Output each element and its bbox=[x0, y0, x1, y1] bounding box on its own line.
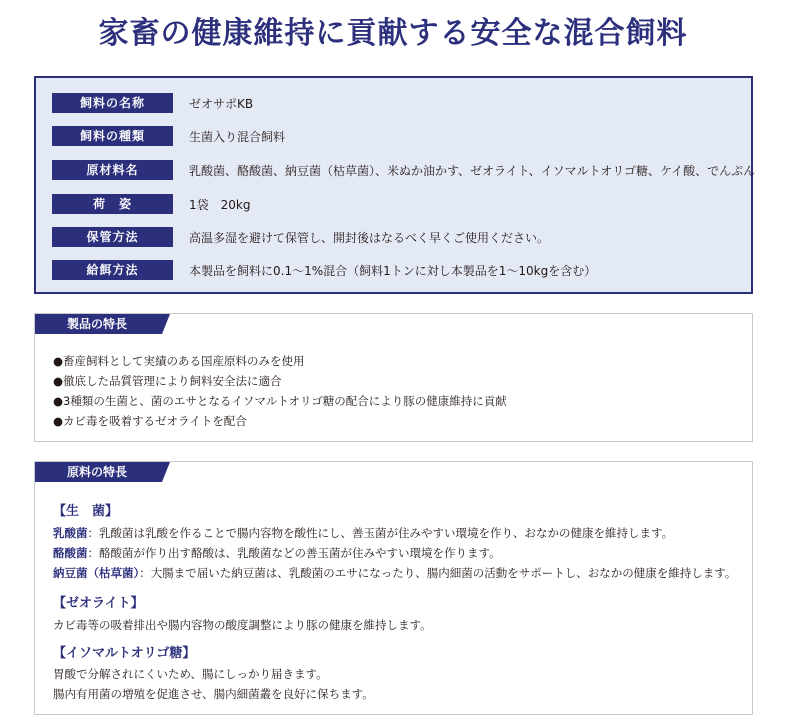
list-item: ●畜産飼料として実績のある国産原料のみを使用 bbox=[53, 354, 305, 368]
probiotic-term: 酪酸菌 bbox=[53, 546, 88, 560]
spec-label-storage: 保管方法 bbox=[52, 227, 173, 247]
list-item: ●カビ毒を吸着するゼオライトを配合 bbox=[53, 414, 247, 428]
spec-value-packaging: 1袋 20kg bbox=[189, 197, 251, 212]
spec-label-ingredients: 原材料名 bbox=[52, 160, 173, 180]
spec-value-storage: 高温多湿を避けて保管し、開封後はなるべく早くご使用ください。 bbox=[189, 230, 550, 245]
heading-tab-corner bbox=[162, 314, 170, 334]
spec-label-type: 飼料の種類 bbox=[52, 126, 173, 146]
spec-label-name: 飼料の名称 bbox=[52, 93, 173, 113]
probiotic-term: 乳酸菌 bbox=[53, 526, 88, 540]
list-item: ●3種類の生菌と、菌のエサとなるイソマルトオリゴ糖の配合により豚の健康維持に貢献 bbox=[53, 394, 507, 408]
material-features-section bbox=[34, 461, 753, 715]
list-item: ●徹底した品質管理により飼料安全法に適合 bbox=[53, 374, 282, 388]
spec-row-name bbox=[52, 93, 253, 113]
spec-row-feeding bbox=[52, 260, 596, 280]
spec-row-packaging bbox=[52, 194, 250, 214]
spec-value-feeding: 本製品を飼料に0.1～1%混合（飼料1トンに対し本製品を1～10kgを含む） bbox=[189, 263, 597, 278]
probiotic-text: ：大腸まで届いた納豆菌は、乳酸菌のエサになったり、腸内細菌の活動をサポートし、おなかの健康を維持します。 bbox=[139, 566, 737, 580]
oligo-text: 胃酸で分解されにくいため、腸にしっかり届きます。 bbox=[53, 667, 328, 681]
oligo-text: 腸内有用菌の増殖を促進させ、腸内細菌叢を良好に保ちます。 bbox=[53, 687, 374, 701]
spec-row-storage bbox=[52, 227, 549, 247]
product-features-heading: 製品の特長 bbox=[35, 314, 162, 334]
spec-row-ingredients bbox=[52, 160, 755, 180]
feature-list bbox=[53, 351, 507, 431]
probiotic-line bbox=[53, 545, 501, 561]
heading-tab-corner bbox=[162, 462, 170, 482]
probiotics-heading: 【生 菌】 bbox=[53, 504, 119, 519]
zeolite-text: カビ毒等の吸着排出や腸内容物の酸度調整により豚の健康を維持します。 bbox=[53, 618, 432, 632]
spec-value-name: ゼオサポKB bbox=[189, 96, 254, 111]
material-features-heading: 原料の特長 bbox=[35, 462, 162, 482]
spec-value-type: 生菌入り混合飼料 bbox=[189, 129, 286, 144]
probiotic-text: ：酪酸菌が作り出す酪酸は、乳酸菌などの善玉菌が住みやすい環境を作ります。 bbox=[87, 546, 501, 560]
product-features-section bbox=[34, 313, 753, 442]
page-title: 家畜の健康維持に貢献する安全な混合飼料 bbox=[98, 16, 688, 51]
zeolite-heading: 【ゼオライト】 bbox=[53, 596, 144, 611]
probiotic-line bbox=[53, 565, 736, 581]
spec-label-packaging: 荷 姿 bbox=[52, 194, 173, 214]
probiotic-text: ：乳酸菌は乳酸を作ることで腸内容物を酸性にし、善玉菌が住みやすい環境を作り、おなかの健康を維持します。 bbox=[87, 526, 674, 540]
spec-value-ingredients: 乳酸菌、酪酸菌、納豆菌（枯草菌）、米ぬか油かす、ゼオライト、イソマルトオリゴ糖、ケイ酸、でんぷん bbox=[189, 163, 756, 178]
spec-label-feeding: 給餌方法 bbox=[52, 260, 173, 280]
probiotic-line bbox=[53, 525, 673, 541]
oligo-heading: 【イソマルトオリゴ糖】 bbox=[53, 646, 196, 661]
spec-row-type bbox=[52, 126, 285, 146]
probiotic-term: 納豆菌（枯草菌） bbox=[53, 566, 140, 580]
spec-table bbox=[34, 76, 756, 294]
